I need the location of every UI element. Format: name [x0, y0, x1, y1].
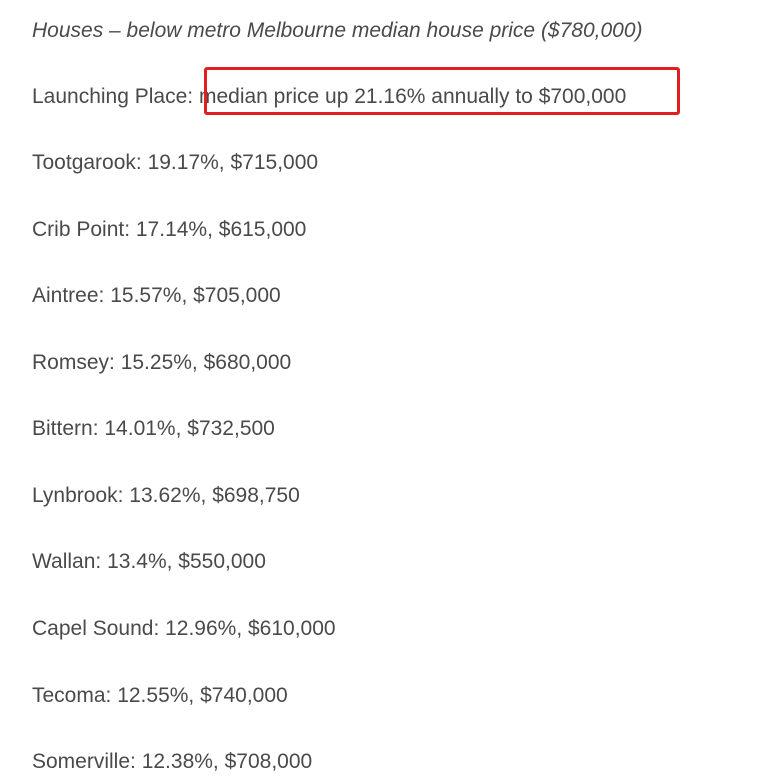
separator: :	[95, 550, 108, 573]
suburb-detail: 17.14%, $615,000	[135, 218, 307, 241]
suburb-name: Aintree	[32, 284, 99, 307]
list-item	[32, 614, 336, 644]
suburb-name: Lynbrook	[32, 484, 118, 507]
suburb-name: Romsey	[32, 351, 110, 374]
suburb-name: Somerville	[32, 750, 131, 773]
list-item	[32, 747, 312, 777]
list-item	[32, 281, 281, 311]
separator: :	[135, 151, 148, 174]
suburb-name: Capel Sound	[32, 617, 154, 640]
suburb-name: Wallan	[32, 550, 96, 573]
separator: :	[130, 750, 142, 773]
list-item	[32, 215, 306, 245]
list-item	[32, 414, 275, 444]
suburb-name: Launching Place	[32, 85, 188, 108]
suburb-name: Bittern	[32, 417, 93, 440]
suburb-detail: 13.62%, $698,750	[129, 484, 300, 507]
section-heading: Houses – below metro Melbourne median house price ($780,000)	[32, 19, 643, 42]
suburb-detail: 12.38%, $708,000	[141, 750, 313, 773]
suburb-detail: 19.17%, $715,000	[147, 151, 319, 174]
separator: :	[153, 617, 166, 640]
list-item	[32, 681, 288, 711]
suburb-detail: 13.4%, $550,000	[107, 550, 266, 573]
suburb-detail: 15.57%, $705,000	[110, 284, 281, 307]
suburb-name: Tecoma	[32, 684, 106, 707]
separator: :	[187, 85, 199, 108]
list-item	[32, 348, 291, 378]
separator: :	[98, 284, 111, 307]
suburb-detail: 14.01%, $732,500	[104, 417, 275, 440]
suburb-name: Crib Point	[32, 218, 125, 241]
separator: :	[92, 417, 105, 440]
separator: :	[109, 351, 121, 374]
suburb-detail: 12.96%, $610,000	[165, 617, 336, 640]
separator: :	[117, 484, 130, 507]
suburb-detail: median price up 21.16% annually to $700,000	[198, 85, 627, 108]
suburb-detail: 15.25%, $680,000	[120, 351, 292, 374]
separator: :	[105, 684, 118, 707]
list-item-launching-place	[32, 82, 626, 112]
list-item	[32, 481, 300, 511]
separator: :	[124, 218, 136, 241]
list-item	[32, 148, 318, 178]
list-item	[32, 547, 266, 577]
suburb-name: Tootgarook	[32, 151, 136, 174]
suburb-detail: 12.55%, $740,000	[117, 684, 288, 707]
